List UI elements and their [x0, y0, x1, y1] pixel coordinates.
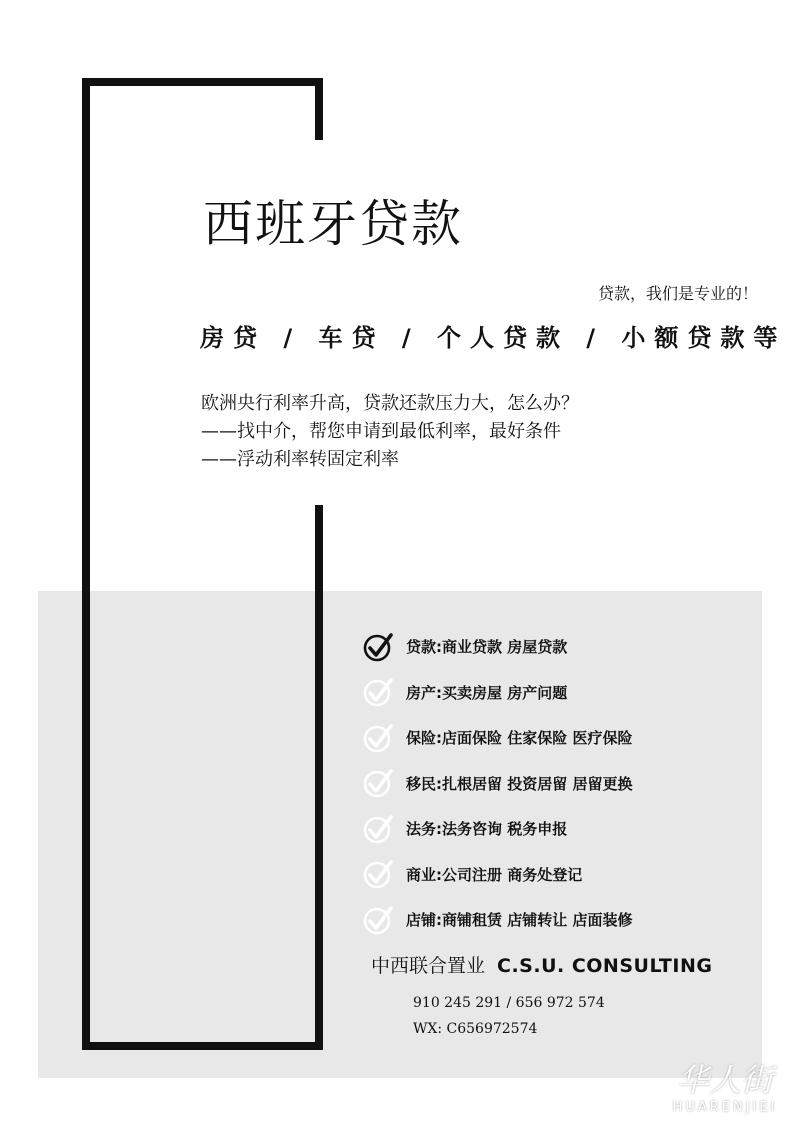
- checklist-item-text: 商业:公司注册 商务处登记: [406, 865, 583, 884]
- phone-numbers: 910 245 291 / 656 972 574: [413, 995, 605, 1011]
- wechat-id: WX: C656972574: [413, 1021, 538, 1037]
- checklist-item: [362, 715, 742, 761]
- company-name-cn: 中西联合置业: [371, 955, 486, 977]
- checklist-item: [362, 897, 742, 943]
- check-circle-icon: [362, 858, 394, 890]
- check-circle-icon: [362, 631, 394, 663]
- watermark-logo-mark: 华人街: [676, 1061, 773, 1099]
- check-circle-icon: [362, 904, 394, 936]
- frame-right-top-bar: [315, 78, 323, 140]
- intro-text: [201, 390, 579, 474]
- checklist-item-text: 法务:法务咨询 税务申报: [406, 820, 568, 839]
- watermark-text: HUARENJIEI: [672, 1100, 778, 1115]
- check-circle-icon: [362, 813, 394, 845]
- intro-line: ——找中介，帮您申请到最低利率，最好条件: [201, 421, 561, 442]
- check-circle-icon: [362, 722, 394, 754]
- check-circle-icon: [362, 767, 394, 799]
- service-checklist: [362, 624, 742, 943]
- checklist-item-text: 移民:扎根居留 投资居留 居留更换: [406, 774, 633, 793]
- checklist-item: [362, 670, 742, 716]
- check-circle-icon: [362, 676, 394, 708]
- frame-right-bottom-bar: [315, 505, 323, 1050]
- checklist-item: [362, 761, 742, 807]
- checklist-item-text: 贷款:商业贷款 房屋贷款: [406, 638, 568, 657]
- frame-left-bar: [82, 78, 90, 1050]
- checklist-item-text: 店铺:商铺租赁 店铺转让 店面装修: [406, 911, 633, 930]
- checklist-item: [362, 852, 742, 898]
- intro-line: ——浮动利率转固定利率: [201, 449, 399, 470]
- services-line: 房贷 / 车贷 / 个人贷款 / 小额贷款等: [200, 324, 787, 352]
- checklist-item: [362, 624, 742, 670]
- checklist-item-text: 保险:店面保险 住家保险 医疗保险: [406, 729, 633, 748]
- company-name-en: C.S.U. CONSULTING: [497, 955, 713, 977]
- frame-top-bar: [82, 78, 323, 86]
- checklist-item-text: 房产:买卖房屋 房产问题: [406, 683, 568, 702]
- company-name: [371, 952, 712, 980]
- contact-info: [413, 990, 605, 1042]
- intro-line: 欧洲央行利率升高，贷款还款压力大，怎么办？: [201, 393, 579, 414]
- checklist-item: [362, 806, 742, 852]
- tagline: 贷款，我们是专业的！: [597, 284, 758, 303]
- watermark-logo: [650, 1060, 800, 1130]
- frame-bottom-bar: [82, 1042, 323, 1050]
- page-title: 西班牙贷款: [203, 195, 463, 253]
